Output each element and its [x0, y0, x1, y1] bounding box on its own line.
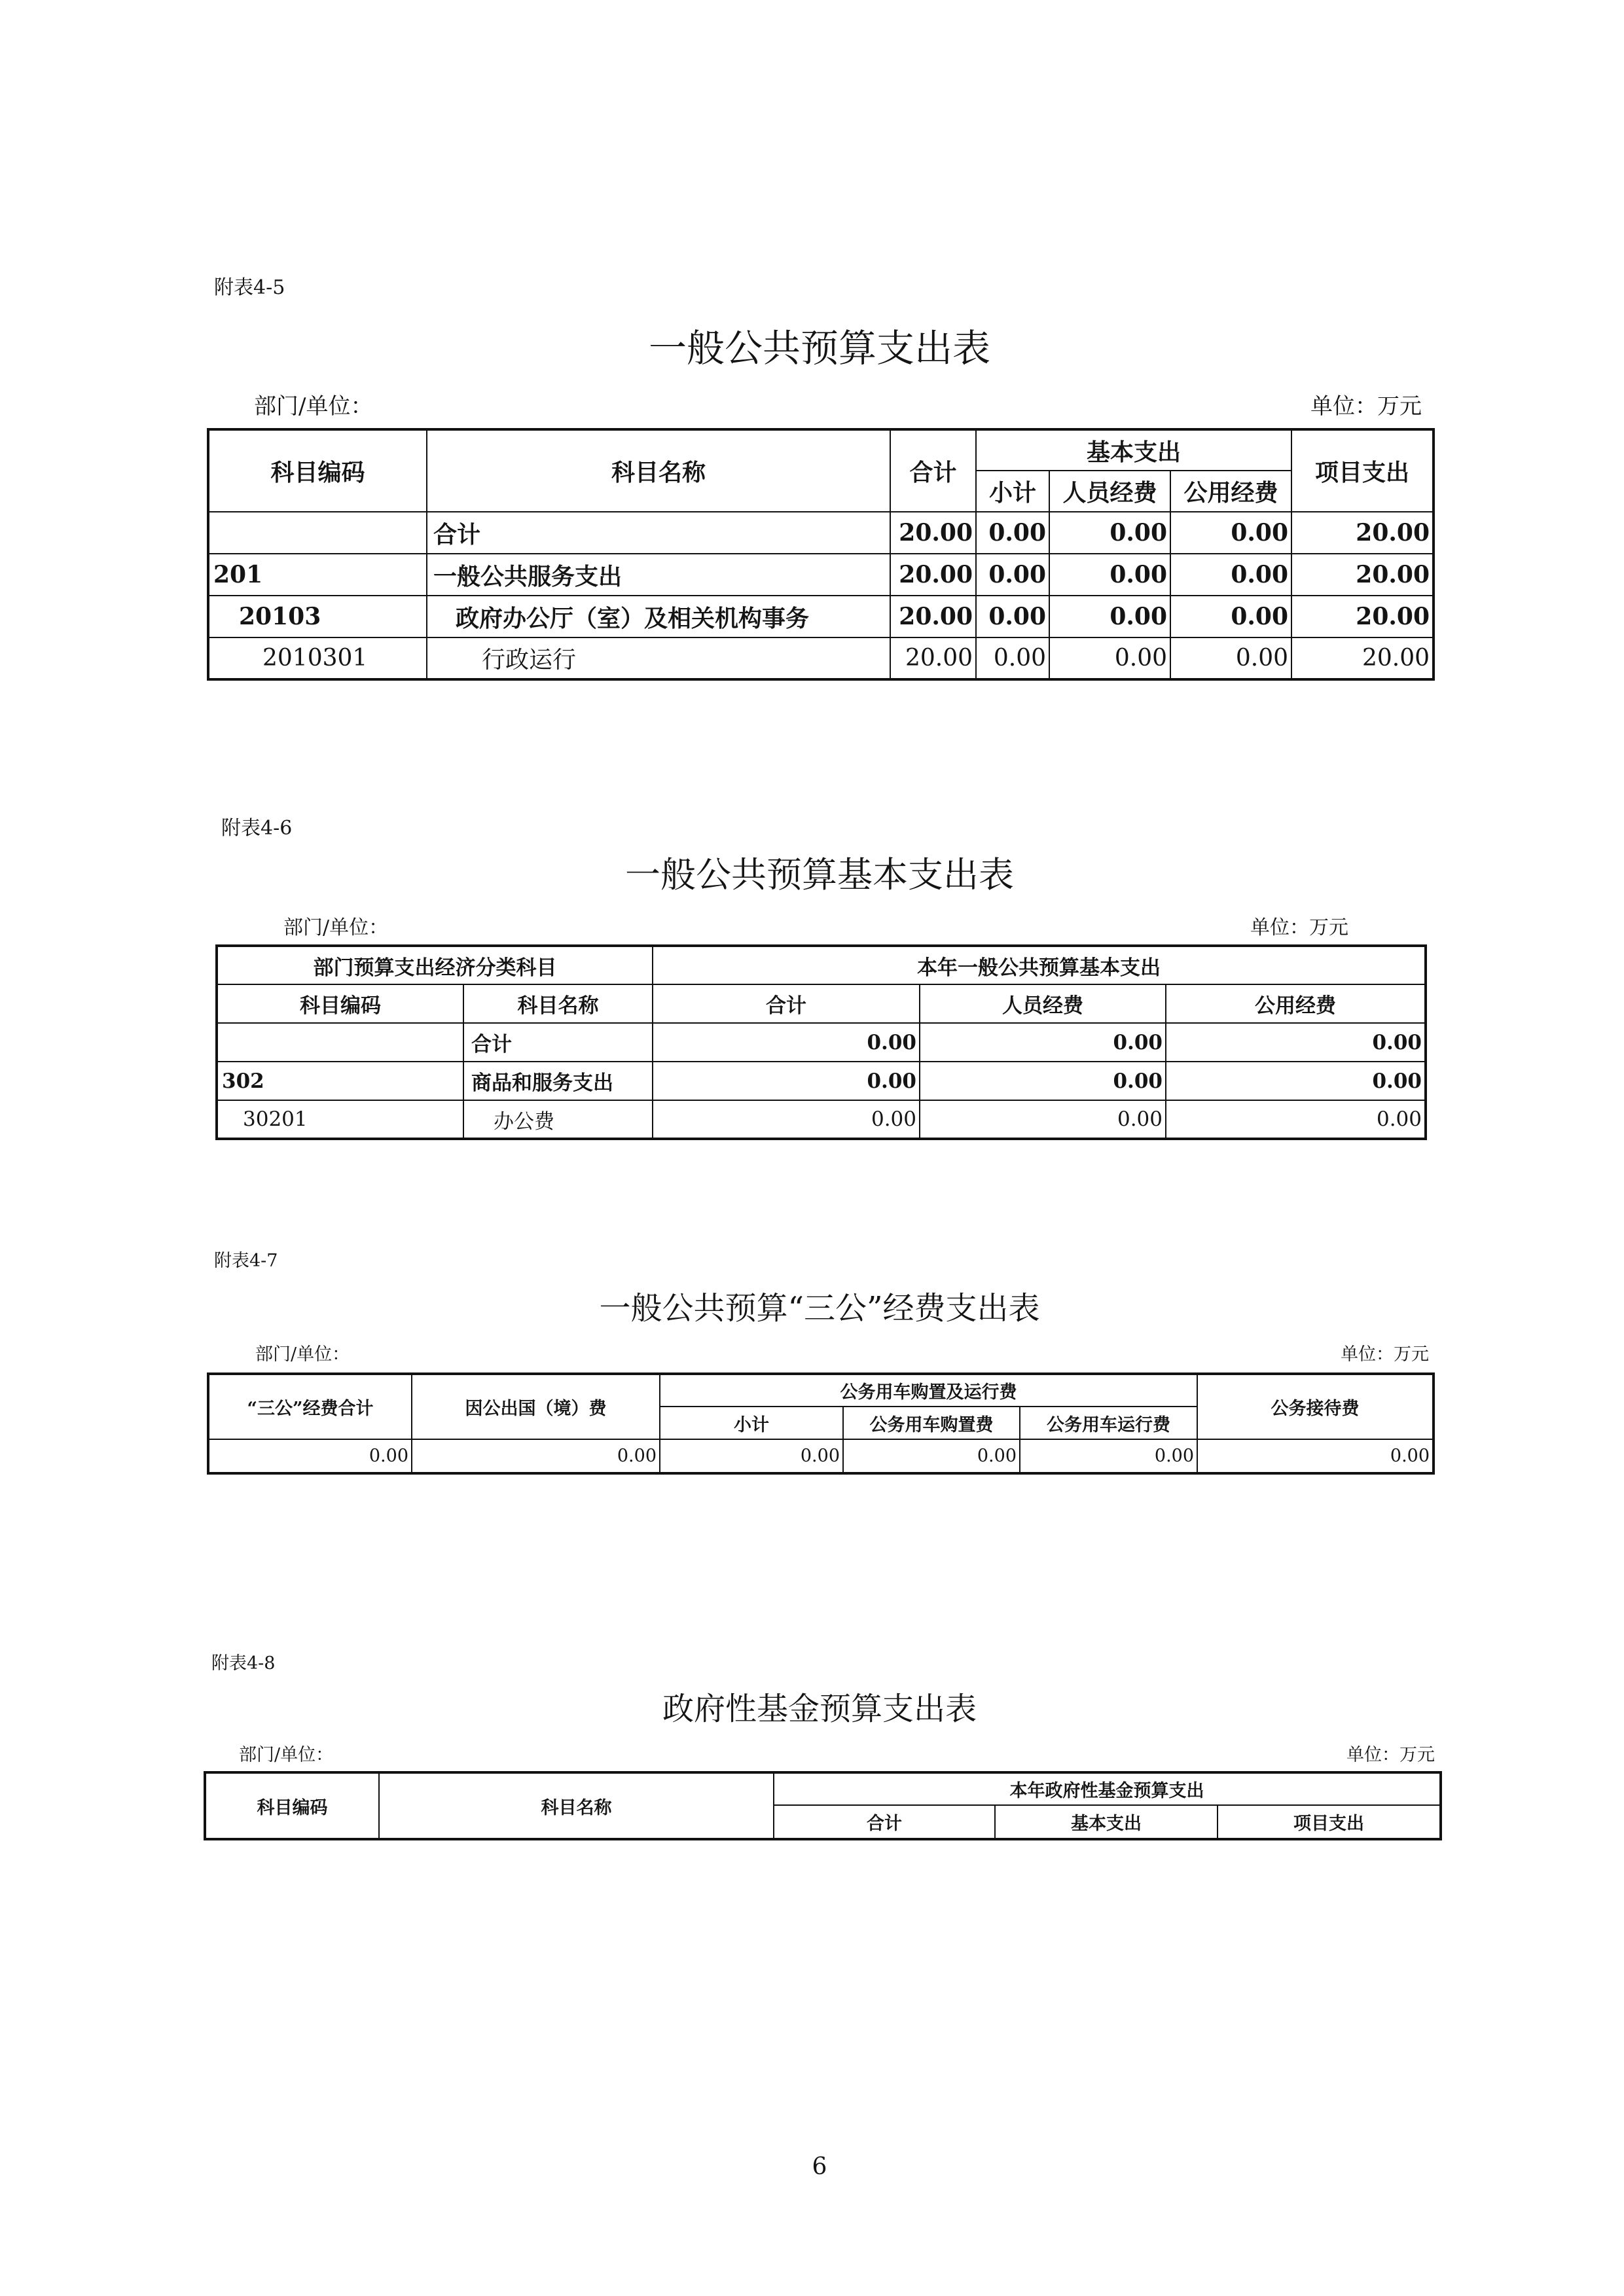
- appendix-label: 附表4-6: [221, 817, 293, 840]
- subject-name-cell: 商品和服务支出: [463, 1062, 653, 1100]
- subtotal-amount-cell: 0.00: [976, 512, 1049, 554]
- column-header-current-year: 本年政府性基金预算支出: [774, 1772, 1441, 1805]
- subject-name-cell: 合计: [463, 1023, 653, 1062]
- table-row: [217, 1100, 1426, 1139]
- vehicle-purchase-cell: 0.00: [843, 1439, 1020, 1473]
- column-header-name: 科目名称: [379, 1772, 774, 1839]
- table-title: 一般公共预算支出表: [648, 326, 990, 370]
- total-amount-cell: 20.00: [890, 512, 976, 554]
- header-row: [208, 429, 1434, 471]
- public-expense-cell: 0.00: [1170, 554, 1291, 596]
- column-header-basic: 基本支出: [976, 429, 1291, 471]
- unit-label: 单位：万元: [1310, 393, 1422, 420]
- public-expense-cell: 0.00: [1170, 637, 1291, 679]
- column-header-reception: 公务接待费: [1197, 1374, 1434, 1439]
- general-budget-basic-expenditure-table: [215, 944, 1427, 1140]
- public-expense-cell: 0.00: [1166, 1023, 1426, 1062]
- personnel-expense-cell: 0.00: [1049, 637, 1170, 679]
- column-header-current-year: 本年一般公共预算基本支出: [653, 946, 1426, 984]
- department-label: 部门/单位：: [239, 1745, 334, 1765]
- subject-code-cell: 20103: [208, 596, 427, 637]
- project-expense-cell: 20.00: [1291, 637, 1434, 679]
- appendix-label: 附表4-5: [214, 276, 285, 299]
- column-header-basic: 基本支出: [995, 1805, 1218, 1839]
- table-title: 一般公共预算“三公”经费支出表: [599, 1290, 1040, 1327]
- total-amount-cell: 20.00: [890, 554, 976, 596]
- subject-name-cell: 行政运行: [427, 637, 890, 679]
- page-number: 6: [812, 2153, 827, 2180]
- appendix-label: 附表4-7: [214, 1251, 278, 1271]
- column-header-total: 合计: [774, 1805, 995, 1839]
- personnel-expense-cell: 0.00: [1049, 596, 1170, 637]
- three-public-expenditure-table: [207, 1372, 1435, 1475]
- three-public-total-cell: 0.00: [208, 1439, 412, 1473]
- column-header-name: 科目名称: [427, 429, 890, 512]
- overseas-travel-cell: 0.00: [412, 1439, 660, 1473]
- department-label: 部门/单位：: [283, 916, 389, 939]
- subject-name-cell: 办公费: [463, 1100, 653, 1139]
- vehicle-operation-cell: 0.00: [1020, 1439, 1197, 1473]
- table-row: [208, 637, 1434, 679]
- column-header-code: 科目编码: [208, 429, 427, 512]
- appendix-table-4-7-section: [196, 1240, 1440, 1482]
- project-expense-cell: 20.00: [1291, 596, 1434, 637]
- column-header-code: 科目编码: [217, 984, 463, 1023]
- project-expense-cell: 20.00: [1291, 554, 1434, 596]
- subject-name-cell: 合计: [427, 512, 890, 554]
- subtotal-amount-cell: 0.00: [976, 637, 1049, 679]
- table-row: [208, 554, 1434, 596]
- subject-code-cell: [208, 512, 427, 554]
- subject-code-cell: 201: [208, 554, 427, 596]
- subject-code-cell: 2010301: [208, 637, 427, 679]
- column-header-project: 项目支出: [1218, 1805, 1441, 1839]
- reception-cell: 0.00: [1197, 1439, 1434, 1473]
- government-fund-expenditure-table: [204, 1771, 1442, 1840]
- total-amount-cell: 0.00: [653, 1023, 920, 1062]
- column-header-public: 公用经费: [1166, 984, 1426, 1023]
- column-header-personnel: 人员经费: [1049, 471, 1170, 512]
- table-row: [208, 1439, 1434, 1473]
- total-amount-cell: 0.00: [653, 1100, 920, 1139]
- column-header-subtotal: 小计: [976, 471, 1049, 512]
- column-header-total: 合计: [653, 984, 920, 1023]
- table-row: [217, 1062, 1426, 1100]
- department-label: 部门/单位：: [254, 393, 373, 420]
- general-budget-expenditure-table: [207, 428, 1435, 681]
- total-amount-cell: 0.00: [653, 1062, 920, 1100]
- personnel-expense-cell: 0.00: [920, 1100, 1166, 1139]
- table-row: [217, 1023, 1426, 1062]
- column-header-total: 合计: [890, 429, 976, 512]
- subtotal-amount-cell: 0.00: [976, 554, 1049, 596]
- table-row: [208, 512, 1434, 554]
- subtotal-amount-cell: 0.00: [976, 596, 1049, 637]
- public-expense-cell: 0.00: [1170, 596, 1291, 637]
- department-label: 部门/单位：: [255, 1344, 350, 1365]
- personnel-expense-cell: 0.00: [1049, 512, 1170, 554]
- subject-code-cell: [217, 1023, 463, 1062]
- column-header-vehicle-operation: 公务用车运行费: [1020, 1407, 1197, 1439]
- header-row: [217, 984, 1426, 1023]
- personnel-expense-cell: 0.00: [920, 1023, 1166, 1062]
- appendix-table-4-5-section: [196, 268, 1440, 687]
- subject-name-cell: 一般公共服务支出: [427, 554, 890, 596]
- unit-label: 单位：万元: [1341, 1344, 1429, 1365]
- project-expense-cell: 20.00: [1291, 512, 1434, 554]
- column-header-name: 科目名称: [463, 984, 653, 1023]
- header-row: [217, 946, 1426, 984]
- personnel-expense-cell: 0.00: [920, 1062, 1166, 1100]
- column-header-subtotal: 小计: [660, 1407, 843, 1439]
- column-header-overseas-travel: 因公出国（境）费: [412, 1374, 660, 1439]
- public-expense-cell: 0.00: [1166, 1100, 1426, 1139]
- appendix-label: 附表4-8: [211, 1653, 276, 1674]
- total-amount-cell: 20.00: [890, 637, 976, 679]
- table-title: 一般公共预算基本支出表: [625, 854, 1014, 895]
- vehicle-subtotal-cell: 0.00: [660, 1439, 843, 1473]
- table-row: [208, 596, 1434, 637]
- column-header-vehicle: 公务用车购置及运行费: [660, 1374, 1197, 1407]
- personnel-expense-cell: 0.00: [1049, 554, 1170, 596]
- column-header-vehicle-purchase: 公务用车购置费: [843, 1407, 1020, 1439]
- column-header-public: 公用经费: [1170, 471, 1291, 512]
- public-expense-cell: 0.00: [1166, 1062, 1426, 1100]
- total-amount-cell: 20.00: [890, 596, 976, 637]
- appendix-table-4-8-section: [196, 1643, 1443, 1846]
- appendix-table-4-6-section: [196, 808, 1440, 1149]
- unit-label: 单位：万元: [1250, 916, 1348, 939]
- column-header-personnel: 人员经费: [920, 984, 1166, 1023]
- header-row: [205, 1772, 1441, 1805]
- header-row: [208, 1374, 1434, 1407]
- column-header-code: 科目编码: [205, 1772, 379, 1839]
- table-title: 政府性基金预算支出表: [662, 1691, 977, 1727]
- column-header-project: 项目支出: [1291, 429, 1434, 512]
- subject-name-cell: 政府办公厅（室）及相关机构事务: [427, 596, 890, 637]
- unit-label: 单位：万元: [1346, 1745, 1435, 1765]
- subject-code-cell: 302: [217, 1062, 463, 1100]
- column-header-three-public-total: “三公”经费合计: [208, 1374, 412, 1439]
- column-header-classification: 部门预算支出经济分类科目: [217, 946, 653, 984]
- public-expense-cell: 0.00: [1170, 512, 1291, 554]
- subject-code-cell: 30201: [217, 1100, 463, 1139]
